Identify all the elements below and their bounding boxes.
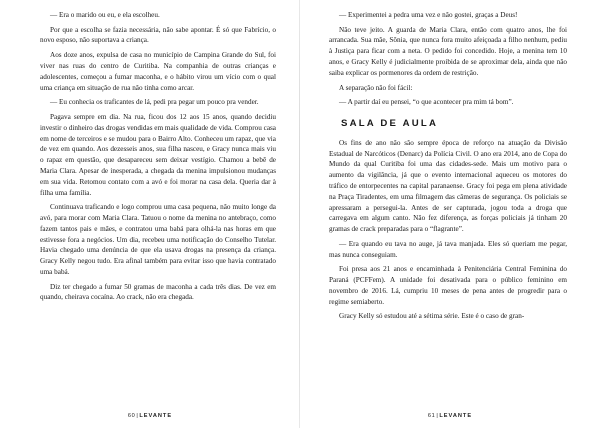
page-folio xyxy=(0,413,300,419)
folio-separator: | xyxy=(436,413,439,419)
paragraph: Diz ter chegado a fumar 50 gramas de maconha a cada três dias. De vez em quando, cheirava cocaína. Ao crack, não era chegada. xyxy=(40,282,276,302)
paragraph: — A partir daí eu pensei, “o que acontecer pra mim tá bom”. xyxy=(339,98,514,107)
folio-separator: | xyxy=(136,413,139,419)
page-folio xyxy=(300,413,600,419)
paragraph: — Era o marido ou eu, e ela escolheu. xyxy=(50,11,160,19)
paragraph: Não teve jeito. A guarda de Maria Clara, então com quatro anos, lhe foi arrancada. Sua mãe, Sônia, que nunca fora muito afeiçoada a filho nenhum, pediu à Justiça para ficar com a neta. O pedido foi concedido. Hoje, a menina tem 10 anos, e Gracy Kelly é judicialmente proibida de se aproximar dela, ainda que não saiba explicar os pormenores da ordem de restrição. xyxy=(329,25,567,77)
paragraph: A separação não foi fácil: xyxy=(339,83,413,92)
paragraph: — Experimentei a pedra uma vez e não gostei, graças a Deus! xyxy=(339,11,518,19)
right-text-column xyxy=(329,10,567,326)
book-gutter xyxy=(299,0,300,428)
paragraph: — Eu conhecia os traficantes de lá, pedi pra pegar um pouco pra vender. xyxy=(50,98,259,107)
paragraph: Os fins de ano não são sempre época de reforço na atuação da Divisão Estadual de Narcóticos (Denarc) da Polícia Civil. O ano era 2014, ano de Copa do Mundo da qual Curitiba foi uma das cidades-sede. Mais um motivo para o aumento da vigilância, já que o evento internacional aqueceu os motores do tráfico de entorpecentes na capital paranaense. Gracy foi pega em plena atividade na Praça Tiradentes, em uma filmagem das câmeras de segurança. Os policiais se apressaram a persegui-la. Antes de ser capturada, jogou toda a droga que carregava em algum canto. Não fez diferença, as forças policiais já tinham 20 gramas de crack preparadas para o “flagrante”. xyxy=(329,138,567,234)
page-number: 60 xyxy=(127,413,136,419)
paragraph: Aos doze anos, expulsa de casa no município de Campina Grande do Sul, foi viver nas ruas do centro de Curitiba. Na companhia de outras crianças e adolescentes, começou a fumar maconha, e o hábito virou um vício com o qual uma criança em situação de rua não tinha como arcar. xyxy=(40,51,276,92)
right-page xyxy=(300,0,600,428)
left-text-column xyxy=(40,10,276,307)
page-number: 61 xyxy=(427,413,436,419)
paragraph: Pagava sempre em dia. Na rua, ficou dos 12 aos 15 anos, quando decidiu investir o dinheiro das drogas vendidas em mais qualidade de vida. Comprou casa em nome de terceiros e se mudou para o Bairro Alto. Conheceu um rapaz, que via de vez em quando. Aos dezesseis anos, sua filha nasceu, e Gracy nunca mais viu o rapaz em questão, que desapareceu sem deixar vestígio. Chamou a bebê de Maria Clara. Apesar de inesperada, a chegada da menina impulsionou mudanças em sua vida. Retomou contato com a avó e foi morar na casa dela. Queria dar à filha uma família. xyxy=(40,112,276,197)
paragraph: — Era quando eu tava no auge, já tava manjada. Eles só queriam me pegar, mas nunca conseguiam. xyxy=(329,239,567,259)
paragraph: Continuava traficando e logo comprou uma casa pequena, não muito longe da avó, para morar com Maria Clara. Tatuou o nome da menina no antebraço, como fazem tantos pais e mães, e contratou uma babá para olhá-la nas horas em que estivesse fora a negócios. Um dia, recebeu uma notificação do Conselho Tutelar. Havia chegado uma denúncia de que ela usava drogas na presença da criança. Gracy Kelly negou tudo. Era afinal também para evitar isso que havia contratado uma babá. xyxy=(40,203,276,276)
running-footer-title: LEVANTE xyxy=(139,413,173,419)
section-heading: SALA DE AULA xyxy=(341,118,439,130)
running-footer-title: LEVANTE xyxy=(439,413,473,419)
paragraph: Gracy Kelly só estudou até a sétima série. Este é o caso de gran- xyxy=(339,312,525,321)
paragraph: Por que a escolha se fazia necessária, não sabe apontar. É só que Fabrício, o novo esposo, não suportava a criança. xyxy=(40,25,276,45)
paragraph: Foi presa aos 21 anos e encaminhada à Penitenciária Central Feminina do Paraná (PCFFem). A unidade foi desativada para o público feminino em novembro de 2016. Lá, cumpriu 10 meses de pena antes de progredir para o regime semiaberto. xyxy=(329,265,567,306)
